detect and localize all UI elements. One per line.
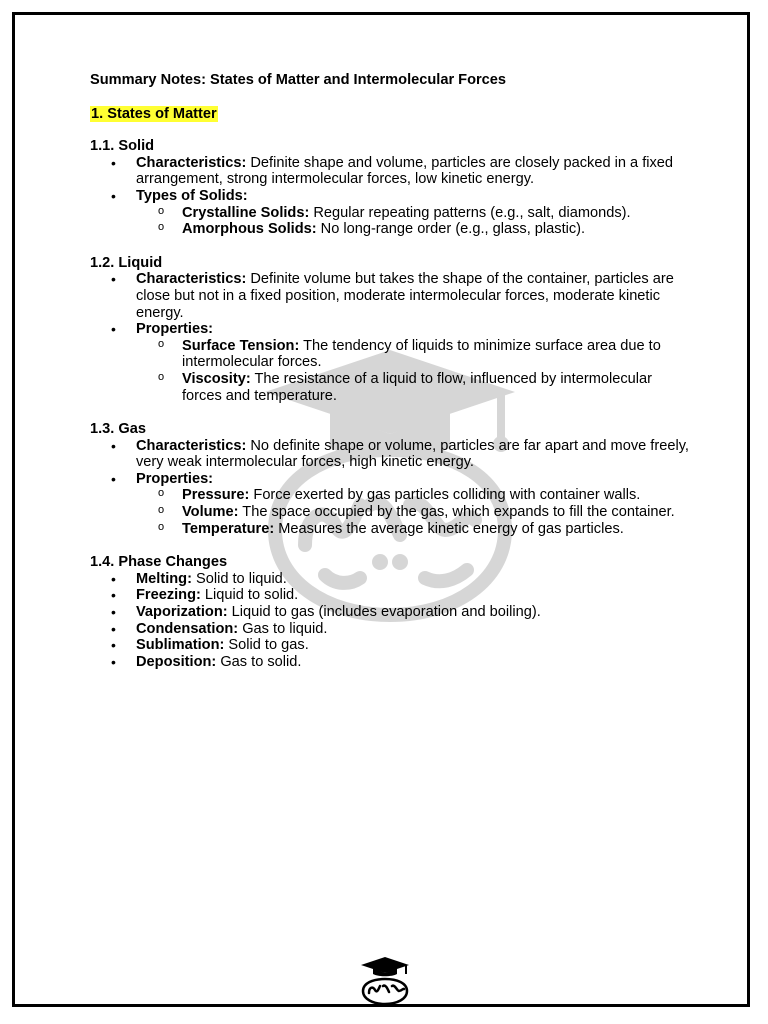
- sublist-item: [90, 487, 690, 504]
- sublist-item: [90, 338, 690, 371]
- list-item: [90, 654, 690, 671]
- sublist-item: [90, 205, 690, 222]
- sublist-item: [90, 504, 690, 521]
- gas-properties-sublist: [136, 487, 690, 537]
- term-text: Liquid to gas (includes evaporation and boiling).: [227, 604, 541, 621]
- sublist-item: [90, 371, 690, 404]
- term-label: Temperature:: [182, 520, 275, 537]
- list-item: [90, 188, 690, 238]
- term-label: Deposition:: [136, 653, 217, 670]
- liquid-properties-sublist: [136, 338, 690, 404]
- footer-logo-icon: [359, 955, 411, 1007]
- subsection-heading-liquid: 1.2. Liquid: [90, 254, 163, 271]
- term-label: Volume:: [182, 504, 239, 521]
- term-text: The space occupied by the gas, which expands to fill the container.: [238, 504, 675, 521]
- list-item: [90, 321, 690, 404]
- term-text: The resistance of a liquid to flow, influenced by intermolecular forces and temperature.: [182, 370, 652, 404]
- term-text: Solid to gas.: [224, 637, 309, 654]
- term-label: Viscosity:: [182, 370, 251, 387]
- term-text: Definite volume but takes the shape of the container, particles are close but not in a fixed position, moderate intermolecular forces, moderate kinetic energy.: [136, 271, 674, 321]
- list-item: [90, 471, 690, 537]
- list-item: [90, 587, 690, 604]
- liquid-list: [90, 271, 690, 404]
- phase-changes-list: [90, 571, 690, 671]
- subsection-heading-gas: 1.3. Gas: [90, 421, 146, 438]
- term-text: Force exerted by gas particles colliding with container walls.: [249, 487, 641, 504]
- term-text: Measures the average kinetic energy of gas particles.: [274, 520, 624, 537]
- sublist-item: [90, 521, 690, 538]
- term-label: Characteristics:: [136, 271, 247, 288]
- term-text: Solid to liquid.: [191, 570, 287, 587]
- term-label: Melting:: [136, 570, 192, 587]
- term-label: Sublimation:: [136, 637, 225, 654]
- section-heading-states-of-matter: [90, 106, 690, 123]
- list-item: [90, 438, 690, 471]
- term-label: Amorphous Solids:: [182, 221, 317, 238]
- term-label: Properties:: [136, 321, 214, 338]
- term-text: Gas to liquid.: [238, 620, 328, 637]
- term-label: Characteristics:: [136, 154, 247, 171]
- highlighted-heading: 1. States of Matter: [91, 105, 217, 122]
- subsection-heading-phase-changes: 1.4. Phase Changes: [90, 554, 228, 571]
- term-label: Pressure:: [182, 487, 250, 504]
- term-label: Properties:: [136, 470, 214, 487]
- term-label: Characteristics:: [136, 437, 247, 454]
- term-text: The tendency of liquids to minimize surface area due to intermolecular forces.: [182, 337, 661, 371]
- gas-list: [90, 438, 690, 538]
- document-body: [90, 72, 690, 670]
- solid-types-sublist: [136, 205, 690, 238]
- sublist-item: [90, 221, 690, 238]
- term-text: Liquid to solid.: [200, 587, 299, 604]
- term-label: Types of Solids:: [136, 187, 248, 204]
- term-text: Regular repeating patterns (e.g., salt, diamonds).: [309, 204, 631, 221]
- term-label: Crystalline Solids:: [182, 204, 310, 221]
- list-item: [90, 155, 690, 188]
- solid-list: [90, 155, 690, 238]
- term-label: Vaporization:: [136, 604, 228, 621]
- list-item: [90, 637, 690, 654]
- term-text: Gas to solid.: [216, 653, 302, 670]
- list-item: [90, 621, 690, 638]
- list-item: [90, 271, 690, 321]
- term-text: No long-range order (e.g., glass, plastic).: [316, 221, 586, 238]
- term-label: Surface Tension:: [182, 337, 300, 354]
- list-item: [90, 604, 690, 621]
- document-title: Summary Notes: States of Matter and Intermolecular Forces: [90, 72, 507, 88]
- list-item: [90, 571, 690, 588]
- subsection-heading-solid: 1.1. Solid: [90, 138, 155, 155]
- term-text: Definite shape and volume, particles are closely packed in a fixed arrangement, strong intermolecular forces, low kinetic energy.: [136, 154, 674, 188]
- term-label: Condensation:: [136, 620, 239, 637]
- term-label: Freezing:: [136, 587, 201, 604]
- term-text: No definite shape or volume, particles are far apart and move freely, very weak intermolecular forces, high kinetic energy.: [136, 437, 689, 471]
